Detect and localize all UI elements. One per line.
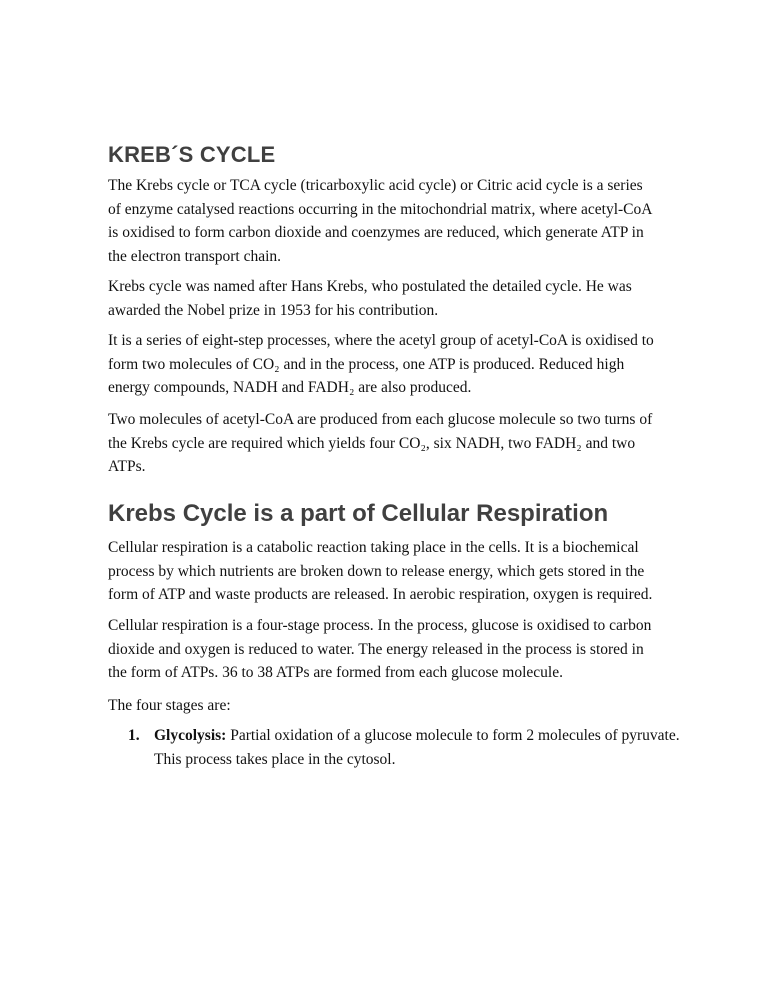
- list-item: [128, 724, 688, 771]
- heading-krebs-cycle: KREB´S CYCLE: [108, 142, 276, 167]
- paragraph-cellular-respiration: Cellular respiration is a catabolic reaction taking place in the cells. It is a biochemical process by which nutrients are broken down to release energy, which gets stored in the form of ATP and waste products are released. In aerobic respiration, oxygen is required.: [108, 539, 653, 603]
- paragraph-definition: The Krebs cycle or TCA cycle (tricarboxylic acid cycle) or Citric acid cycle is a series of enzyme catalysed reactions occurring in the mitochondrial matrix, where acetyl-CoA is oxidised to form carbon dioxide and coenzymes are reduced, which generate ATP in the electron transport chain.: [108, 177, 653, 265]
- list-number: 1.: [128, 727, 140, 744]
- paragraph-four-stage: Cellular respiration is a four-stage process. In the process, glucose is oxidised to carbon dioxide and oxygen is reduced to water. The energy released in the process is stored in the form of ATPs. 36 to 38 ATPs are formed from each glucose molecule.: [108, 617, 652, 681]
- list-text: Partial oxidation of a glucose molecule to form 2 molecules of pyruvate. This process takes place in the cytosol.: [154, 727, 680, 768]
- paragraph-stages-intro: The four stages are:: [108, 697, 231, 714]
- paragraph-two-turns: Two molecules of acetyl-CoA are produced from each glucose molecule so two turns of the Krebs cycle are required which yields four CO₂, six NADH, two FADH₂ and two ATPs.: [108, 411, 653, 475]
- paragraph-steps: It is a series of eight-step processes, where the acetyl group of acetyl-CoA is oxidised to form two molecules of CO₂ and in the process, one ATP is produced. Reduced high energy compounds, NADH and FADH₂ are also produced.: [108, 332, 654, 396]
- list-term: Glycolysis:: [154, 727, 227, 744]
- paragraph-history: Krebs cycle was named after Hans Krebs, who postulated the detailed cycle. He was awarded the Nobel prize in 1953 for his contribution.: [108, 278, 632, 319]
- heading-cellular-respiration: Krebs Cycle is a part of Cellular Respiration: [108, 500, 609, 527]
